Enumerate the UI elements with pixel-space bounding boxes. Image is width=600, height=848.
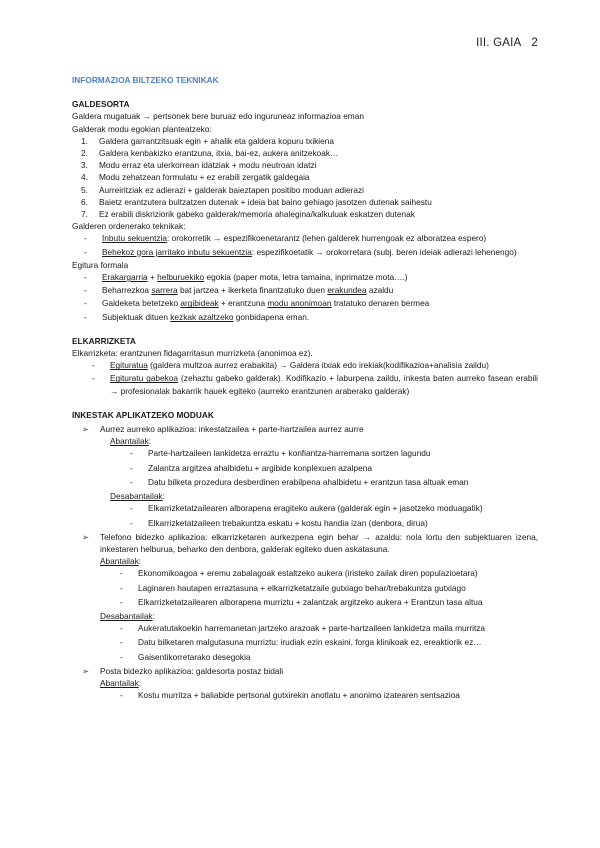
- list-item: [72, 311, 538, 323]
- section-heading-elkarrizketa: ELKARRIZKETA: [72, 335, 136, 346]
- aurrez-aurre-details: Abantailak: - Parte-hartzaileen lankidetza erraztu + konfiantza-harremana sortzen lagundu - Zalantza argitzea ahalbidetu + argibide konplexuen azalpena - Datu bilketa prozedura desberdinen erabilpena ahalbidetu + erantzun tasa altuak eman Desabantailak: - Elkarrizketatzailearen alborapena eragiteko aukera (galderak egin + jasotzeko moduagatik) - Elkarrizketatzaileen trebakuntza eskatu + kostu handia izan (denbora, dirua): [82, 435, 538, 528]
- list-item: [72, 171, 538, 183]
- list-item: [72, 208, 538, 220]
- item-text: Datu bilketaren malgutasuna murriztu: irudiak ezin eskaini, forga klinikoak ez, ereaktiorik ez…: [138, 637, 482, 648]
- list-item: [72, 246, 538, 258]
- section-heading-galdesorta: GALDESORTA: [72, 99, 130, 110]
- dash-bullet: -: [84, 246, 87, 257]
- document-title: INFORMAZIOA BILTZEKO TEKNIKAK: [72, 75, 219, 85]
- item-part: Subjektuak dituen: [102, 311, 171, 322]
- list-item: [72, 159, 538, 171]
- modu-heading: Galderak modu egokian planteatzeko:: [72, 123, 212, 134]
- egitura-heading: Egitura formala: [72, 259, 129, 270]
- list-item: [100, 636, 538, 648]
- dash-bullet: -: [130, 503, 133, 514]
- item-text: Galdera kenbakizko erantzuna, itxia, bai-ez, aukera anitzekoak…: [99, 148, 339, 159]
- item-part: Galdeketa betetzeko: [102, 298, 181, 309]
- telefono-item: [82, 531, 538, 555]
- item-text: Baietz erantzutera bultzatzen dutenak + ideia bat baino gehiago jasotzen dutenak saihestu: [99, 196, 432, 207]
- list-item: [110, 476, 538, 488]
- galdesorta-definition: Galdera mugatuak → pertsonek bere buruaz edo inguruneaz informazioa eman: [72, 111, 364, 122]
- underlined-term: Behekoz gora jarritako inbutu sekuentzia: [102, 246, 252, 257]
- item-text: Parte-hartzaileen lankidetza erraztu + konfiantza-harremana sortzen lagundu: [148, 448, 431, 459]
- item-text: Elkarrizketatzaileen trebakuntza eskatu + kostu handia izan (denbora, dirua): [148, 517, 428, 528]
- item-text: Laginaren hautapen erraztasuna + elkarrizketatzaile gutxiago behar/trebakuntza gutxiago: [138, 582, 466, 593]
- page-header: [476, 37, 538, 49]
- item-text: [102, 311, 309, 323]
- item-number: 4.: [81, 172, 88, 183]
- arrow-bullet-icon: ➢: [82, 531, 89, 542]
- item-text: Kostu murritza + baliabide pertsonal gutxirekin anotlatu + anonimo izatearen sentsazioa: [138, 690, 460, 701]
- item-text: Datu bilketa prozedura desberdinen erabilpena ahalbidetu + erantzun tasa altuak eman: [148, 476, 469, 487]
- dash-bullet: -: [120, 637, 123, 648]
- item-part: + erantzuna: [218, 298, 268, 309]
- desabantailak-label: Desabantailak: [100, 610, 153, 621]
- list-item: [100, 622, 538, 634]
- item-text: Modu erraz eta ulerkorrean idatziak + modu neutroan idatzi: [99, 160, 317, 171]
- arrow-bullet-icon: ➢: [82, 424, 89, 435]
- telefono-abantailak-list: [100, 567, 538, 608]
- item-text: [102, 271, 408, 283]
- page-number: 2: [531, 37, 538, 49]
- underlined-term: argibideak: [180, 298, 219, 309]
- list-item: [72, 135, 538, 147]
- item-number: 2.: [81, 148, 88, 159]
- item-text: Ez erabili diskriziorik gabeko galderak/memoria ahalegina/kalkuluak eskatzen dutenak: [99, 209, 415, 220]
- item-text: Ekonomikoagoa + eremu zabalagoak estaltzeko aukera (iristeko zailak diren populazioetara): [138, 568, 478, 579]
- posta-abantailak-list: [100, 689, 538, 701]
- list-item: [80, 372, 538, 396]
- dash-bullet: -: [84, 298, 87, 309]
- list-item: [72, 284, 538, 296]
- dash-bullet: -: [130, 462, 133, 473]
- dash-bullet: -: [92, 360, 95, 371]
- aurrez-aurre-item: [82, 423, 538, 435]
- item-text: [102, 284, 393, 296]
- aurrez-aurre-title: Aurrez aurreko aplikazioa: inkestatzailea + parte-hartzailea aurrez aurre: [100, 424, 364, 435]
- item-rest: : orokorretik → espezifikoenetarantz (lehen galderek hurrengoak ez alboratzea espero): [167, 233, 487, 244]
- elkarrizketa-list: [72, 359, 538, 397]
- dash-bullet: -: [84, 311, 87, 322]
- item-text: Elkarrizketatzailearen alborapena murriztu + zalantzak argitzeko aukera + Erantzun tasa altua: [138, 596, 483, 607]
- list-item: [72, 271, 538, 283]
- arrow-bullet-icon: ➢: [82, 665, 89, 676]
- item-part: gonbidapena eman.: [233, 311, 310, 322]
- item-text: Galdera garrantzitsuak egin + ahalik eta galdera kopuru txikiena: [99, 135, 334, 146]
- item-text: Modu zehatzean formulatu + ez erabili zergatik galdegaia: [99, 172, 310, 183]
- dash-bullet: -: [130, 448, 133, 459]
- item-part: tratatuko denaren bermea: [331, 298, 430, 309]
- list-item: [80, 359, 538, 371]
- chapter-label: III. GAIA: [476, 37, 522, 49]
- underlined-term: Egituratu gabekoa: [110, 373, 179, 384]
- list-item: [110, 502, 538, 514]
- dash-bullet: -: [120, 623, 123, 634]
- list-item: [72, 232, 538, 244]
- aplikazio-moduak: [72, 423, 538, 701]
- underlined-term: Inbutu sekuentzia: [102, 233, 168, 244]
- aurrez-abantailak-list: [110, 447, 538, 488]
- underlined-term: Erakargarria: [102, 272, 148, 283]
- item-text: [102, 297, 429, 309]
- item-text: [102, 246, 517, 258]
- abantailak-label: Abantailak: [110, 436, 149, 447]
- dash-bullet: -: [120, 582, 123, 593]
- list-item: [110, 462, 538, 474]
- document-body: [72, 74, 538, 703]
- item-rest: (galdera multzoa aurrez erabakita) → Galdera itxiak edo irekiak(kodifikazioa+analisia zaildu): [147, 360, 489, 371]
- list-item: [110, 447, 538, 459]
- list-item: [100, 651, 538, 663]
- item-part: bat jartzea + ikerketa finantzatuko duen: [177, 285, 328, 296]
- egitura-list: [72, 271, 538, 323]
- item-number: 7.: [81, 209, 88, 220]
- posta-item: [82, 665, 538, 677]
- dash-bullet: -: [92, 373, 95, 384]
- dash-bullet: -: [130, 476, 133, 487]
- item-number: 6.: [81, 196, 88, 207]
- elkarrizketa-definition: Elkarrizketa: erantzunen fidagarritasun murrizketa (anonimoa ez).: [72, 348, 313, 359]
- underlined-term: Egituratua: [110, 360, 148, 371]
- item-text: Gaisentikorretarako desegokia: [138, 651, 251, 662]
- item-text: [110, 359, 489, 371]
- item-text: Aurreiritziak ez adierazi + galderak baieztapen positibo moduan adierazi: [99, 184, 364, 195]
- underlined-term: modu anonimoan: [267, 298, 332, 309]
- underlined-term: kezkak azaltzeko: [170, 311, 234, 322]
- desabantailak-label: Desabantailak: [110, 491, 163, 502]
- list-item: [72, 147, 538, 159]
- ordena-heading: Galderen ordenerako teknikak:: [72, 221, 186, 232]
- abantailak-label: Abantailak: [100, 677, 139, 688]
- item-part: Beharrezkoa: [102, 285, 152, 296]
- dash-bullet: -: [120, 568, 123, 579]
- item-text: Aukeratutakoekin harremanetan jartzeko arazoak + parte-hartzaileen lankidetza maila murritza: [138, 623, 486, 634]
- telefono-title: Telefono bidezko aplikazioa: elkarrizketaren aurkezpena egin behar → azaldu: nola lortu den subjektuaren izena, inkestaren helburua, beharko den denbora, galderak egiteko duen askatasuna.: [100, 531, 538, 554]
- list-item: [100, 689, 538, 701]
- section-heading-inkestak: INKESTAK APLIKATZEKO MODUAK: [72, 409, 214, 420]
- underlined-term: erakundea: [327, 285, 367, 296]
- item-text: [110, 372, 538, 396]
- item-number: 1.: [81, 135, 88, 146]
- list-item: [72, 196, 538, 208]
- list-item: [100, 596, 538, 608]
- list-item: [100, 582, 538, 594]
- dash-bullet: -: [120, 596, 123, 607]
- dash-bullet: -: [84, 272, 87, 283]
- list-item: [72, 297, 538, 309]
- posta-title: Posta bidezko aplikazioa: galdesorta postaz bidali: [100, 665, 284, 676]
- item-text: [102, 232, 486, 244]
- item-number: 3.: [81, 160, 88, 171]
- item-rest: : espezifikoetatik → orokorretara (subj. beren ideiak adierazi lehenengo): [251, 246, 517, 257]
- dash-bullet: -: [120, 690, 123, 701]
- ordena-list: [72, 232, 538, 257]
- list-item: [110, 517, 538, 529]
- dash-bullet: -: [84, 285, 87, 296]
- item-part: azaldu: [366, 285, 394, 296]
- telefono-desabantailak-list: [100, 622, 538, 663]
- item-part: +: [147, 272, 158, 283]
- underlined-term: sarrera: [151, 285, 178, 296]
- abantailak-label: Abantailak: [100, 556, 139, 567]
- posta-details: Abantailak: - Kostu murritza + baliabide pertsonal gutxirekin anotlatu + anonimo izatearen sentsazioa: [82, 677, 538, 701]
- dash-bullet: -: [120, 651, 123, 662]
- item-number: 5.: [81, 184, 88, 195]
- item-rest: (zehaztu gabeko galderak). Kodifikazio + laburpena zaildu, inkesta baten aurreko fasean erabili → profesionalak bakarrik hauek egiteko (aurreko erantzunen araberako galderak): [110, 373, 538, 396]
- underlined-term: helburuekiko: [157, 272, 205, 283]
- list-item: [100, 567, 538, 579]
- dash-bullet: -: [84, 233, 87, 244]
- list-item: [72, 184, 538, 196]
- telefono-details: Abantailak: - Ekonomikoagoa + eremu zabalagoak estaltzeko aukera (iristeko zailak diren populazioetara) - Laginaren hautapen erraztasuna + elkarrizketatzaile gutxiago behar/trebakuntza gutxiago - Elkarrizketatzailearen alborapena murriztu + zalantzak argitzeko aukera + Erantzun tasa altua Desabantailak: - Aukeratutakoekin harremanetan jartzeko arazoak + parte-hartzaileen lankidetza maila murritza - Datu bilketaren malgutasuna murriztu: irudiak ezin eskaini, forga klinikoak ez, ereaktiorik ez… - Gaisentikorretarako desegokia: [82, 555, 538, 663]
- item-part: egokia (paper mota, letra tamaina, inprimatze mota….): [204, 272, 408, 283]
- item-text: Zalantza argitzea ahalbidetu + argibide konplexuen azalpena: [148, 462, 372, 473]
- dash-bullet: -: [130, 517, 133, 528]
- aurrez-desabantailak-list: [110, 502, 538, 528]
- modu-list: [72, 135, 538, 220]
- item-text: Elkarrizketatzailearen alborapena eragiteko aukera (galderak egin + jasotzeko moduagatik): [148, 503, 483, 514]
